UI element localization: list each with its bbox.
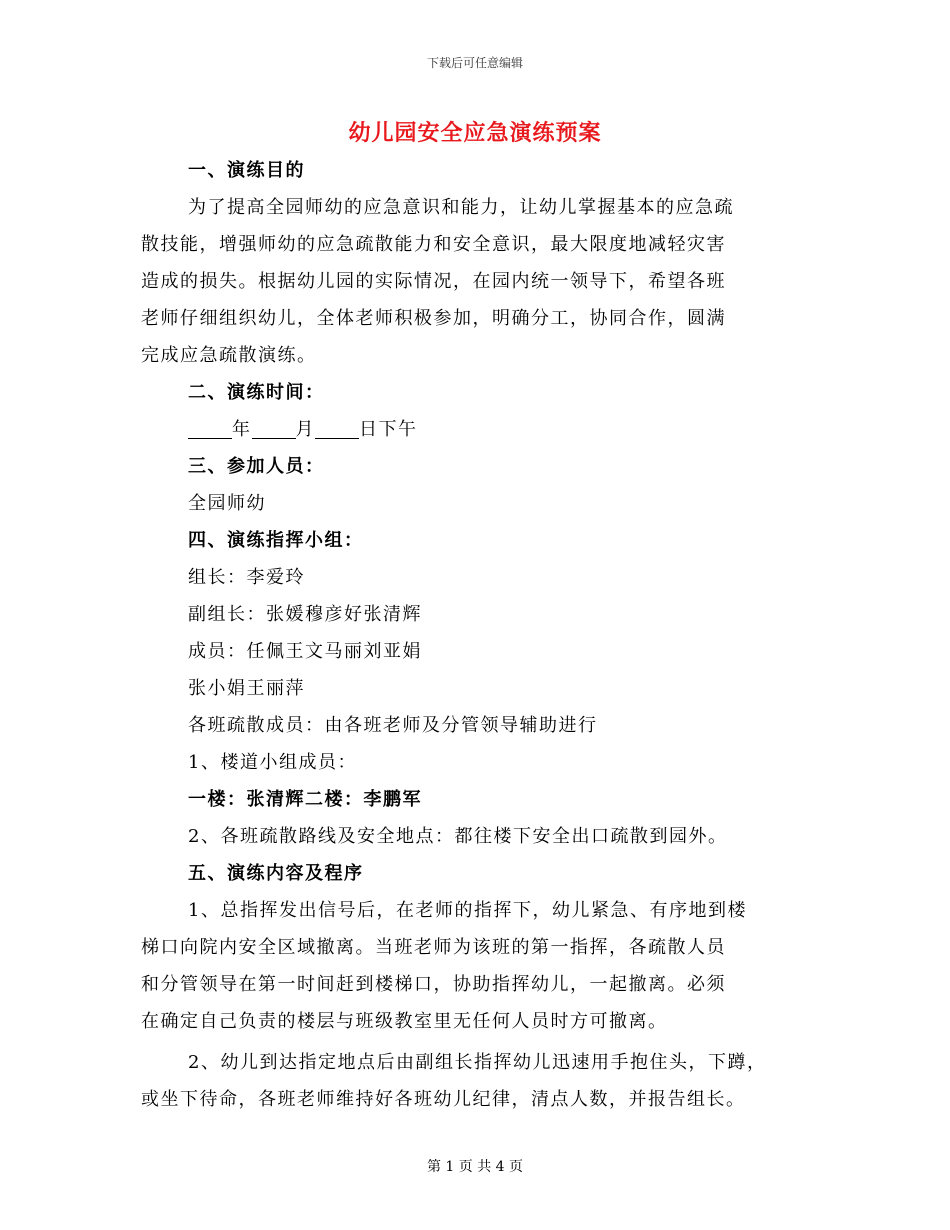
purpose-line: 老师仔细组织幼儿，全体老师积极参加，明确分工，协同合作，圆满 (141, 308, 726, 329)
year-label: 年 (232, 419, 252, 440)
participants-text: 全园师幼 (188, 493, 266, 514)
day-blank (315, 416, 359, 439)
procedure-step2-line: 2、幼儿到达指定地点后由副组长指挥幼儿迅速用手抱住头，下蹲， (188, 1052, 767, 1073)
procedure-step1-line: 和分管领导在第一时间赶到楼梯口，协助指挥幼儿，一起撤离。必须 (141, 974, 726, 995)
evacuation-route: 2、各班疏散路线及安全地点：都往楼下安全出口疏散到园外。 (188, 826, 728, 847)
stair-group: 1、楼道小组成员： (188, 752, 357, 773)
document-title: 幼儿园安全应急演练预案 (348, 120, 602, 146)
purpose-line: 完成应急疏散演练。 (141, 345, 317, 366)
purpose-line: 造成的损失。根据幼儿园的实际情况，在园内统一领导下，希望各班 (141, 271, 726, 292)
deputy-leader: 副组长：张媛穆彦好张清辉 (188, 604, 422, 625)
evacuation-members: 各班疏散成员：由各班老师及分管领导辅助进行 (188, 715, 598, 736)
section-heading-purpose: 一、演练目的 (188, 160, 305, 181)
section-heading-procedure: 五、演练内容及程序 (188, 863, 364, 884)
section-heading-participants: 三、参加人员： (188, 456, 325, 477)
procedure-step1-line: 梯口向院内安全区域撤离。当班老师为该班的第一指挥，各疏散人员 (141, 937, 726, 958)
year-blank (188, 416, 232, 439)
section-heading-command: 四、演练指挥小组： (188, 530, 364, 551)
procedure-step1-line: 1、总指挥发出信号后，在老师的指挥下，幼儿紧急、有序地到楼 (188, 900, 747, 921)
procedure-step2-line: 或坐下待命，各班老师维持好各班幼儿纪律，清点人数，并报告组长。 (141, 1089, 746, 1110)
document-body (141, 152, 821, 1118)
purpose-line: 散技能，增强师幼的应急疏散能力和安全意识，最大限度地减轻灾害 (141, 234, 726, 255)
group-members-cont: 张小娟王丽萍 (188, 678, 305, 699)
group-members: 成员：任佩王文马丽刘亚娟 (188, 641, 422, 662)
floor-assignments: 一楼：张清辉二楼：李鹏军 (188, 789, 422, 810)
drill-date-line (141, 411, 821, 448)
month-blank (252, 416, 296, 439)
procedure-step1-line: 在确定自己负责的楼层与班级教室里无任何人员时方可撤离。 (141, 1011, 668, 1032)
page-header: 下载后可任意编辑 (426, 56, 523, 70)
purpose-line: 为了提高全园师幼的应急意识和能力，让幼儿掌握基本的应急疏 (188, 197, 734, 218)
month-label: 月 (295, 419, 315, 440)
page-footer: 第 1 页 共 4 页 (426, 1159, 524, 1175)
group-leader: 组长：李爱玲 (188, 567, 305, 588)
section-heading-time: 二、演练时间： (188, 382, 325, 403)
day-label: 日下午 (359, 419, 418, 440)
